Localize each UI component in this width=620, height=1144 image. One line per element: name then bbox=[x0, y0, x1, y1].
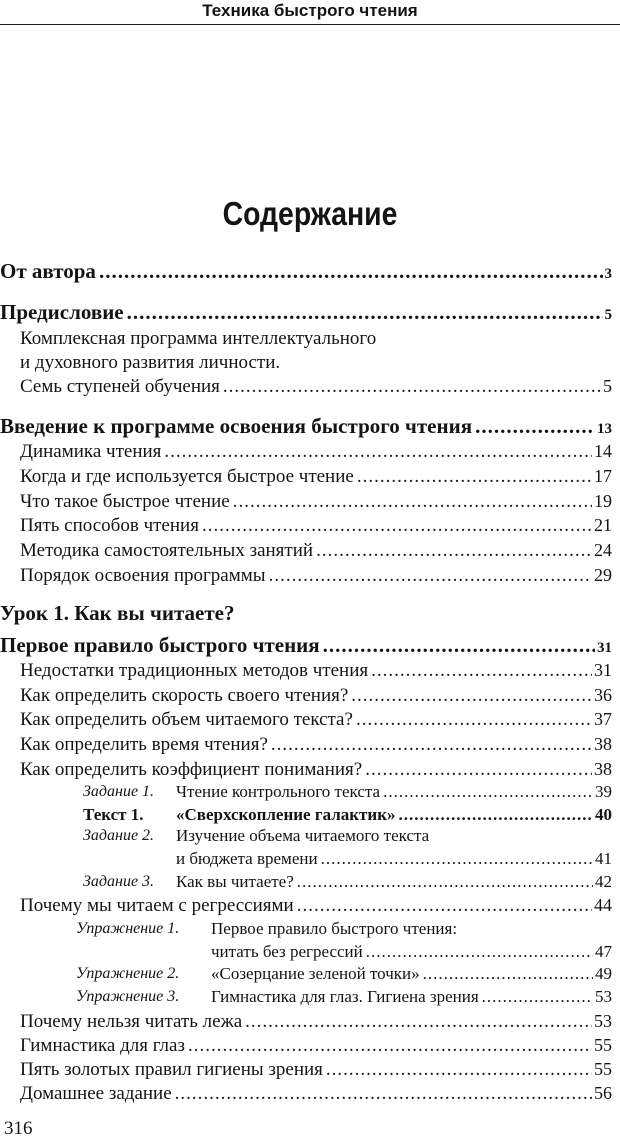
toc-page-number: 53 bbox=[594, 1011, 612, 1031]
toc-entry-regressii[interactable] bbox=[20, 895, 612, 917]
toc-page-number: 31 bbox=[597, 640, 612, 656]
toc-entry-uprazhnenie-1[interactable] bbox=[211, 942, 612, 962]
toc-entry-label: Пять золотых правил гигиены зрения bbox=[20, 1059, 323, 1080]
toc-page-number: 13 bbox=[597, 421, 612, 437]
leader-dots bbox=[351, 685, 592, 707]
leader-dots bbox=[356, 709, 592, 731]
toc-entry-label: Что такое быстрое чтение bbox=[20, 491, 230, 512]
leader-dots bbox=[399, 805, 594, 825]
toc-entry[interactable] bbox=[20, 1059, 612, 1081]
page-title: Содержание bbox=[222, 195, 398, 232]
toc-entry-label: Гимнастика для глаз. Гигиена зрения bbox=[211, 987, 479, 1006]
toc-page-number: 21 bbox=[594, 515, 612, 535]
exercise-tag: Упражнение 3. bbox=[76, 988, 180, 1005]
toc-page-number: 47 bbox=[595, 942, 612, 961]
toc-page-number: 5 bbox=[604, 307, 612, 323]
toc-page-number: 37 bbox=[594, 709, 612, 729]
toc-entry-label: Порядок освоения программы bbox=[20, 565, 266, 586]
leader-dots bbox=[365, 759, 592, 781]
toc-page-number: 49 bbox=[595, 964, 612, 983]
leader-dots bbox=[175, 1083, 592, 1105]
running-header: Техника быстрого чтения bbox=[0, 0, 620, 25]
toc-entry-label: Гимнастика для глаз bbox=[20, 1035, 185, 1056]
toc-entry-label: Как определить скорость своего чтения? bbox=[20, 685, 349, 706]
toc-entry[interactable] bbox=[20, 685, 612, 707]
leader-dots bbox=[366, 942, 593, 962]
toc-page-number: 55 bbox=[594, 1059, 612, 1079]
toc-entry-label: Методика самостоятельных занятий bbox=[20, 540, 314, 561]
toc-entry[interactable] bbox=[20, 660, 612, 682]
toc-page-number: 38 bbox=[594, 759, 612, 779]
toc-subentry-line: Первое правило быстрого чтения: bbox=[211, 919, 458, 938]
toc-page-number: 17 bbox=[594, 466, 612, 486]
exercise-tag: Упражнение 2. bbox=[76, 965, 180, 982]
lesson-heading[interactable]: Урок 1. Как вы читаете? bbox=[0, 601, 235, 625]
leader-dots bbox=[316, 540, 592, 562]
leader-dots bbox=[223, 376, 601, 398]
leader-dots bbox=[423, 964, 593, 984]
toc-page-number: 55 bbox=[594, 1035, 612, 1055]
toc-page-number: 19 bbox=[594, 491, 612, 511]
toc-entry-label: Как определить время чтения? bbox=[20, 734, 268, 755]
toc-entry-label: Почему мы читаем с регрессиями bbox=[20, 895, 294, 916]
toc-page-number: 31 bbox=[594, 660, 612, 680]
leader-dots bbox=[297, 872, 593, 892]
toc-entry[interactable] bbox=[20, 1083, 612, 1105]
toc-entry-zadanie-2[interactable] bbox=[176, 849, 612, 869]
leader-dots bbox=[297, 895, 592, 917]
toc-page-number: 53 bbox=[595, 987, 612, 1006]
leader-dots bbox=[271, 734, 592, 756]
toc-entry[interactable] bbox=[20, 734, 612, 756]
toc-entry[interactable] bbox=[20, 515, 612, 537]
leader-dots bbox=[321, 849, 593, 869]
toc-entry-label: Предисловие bbox=[0, 300, 124, 324]
leader-dots bbox=[383, 782, 593, 802]
task-tag: Задание 2. bbox=[83, 827, 155, 844]
leader-dots bbox=[233, 491, 592, 513]
toc-page-number: 36 bbox=[594, 685, 612, 705]
toc-entry-label: Как определить коэффициент понимания? bbox=[20, 759, 363, 780]
toc-subentry-line: и духовного развития личности. bbox=[20, 352, 281, 373]
toc-entry-label: и бюджета времени bbox=[176, 849, 318, 868]
toc-entry-uprazhnenie-3[interactable] bbox=[211, 987, 612, 1007]
toc-page-number: 5 bbox=[603, 376, 612, 396]
toc-entry[interactable] bbox=[20, 441, 612, 463]
toc-subentry-line: Изучение объема читаемого текста bbox=[176, 826, 430, 845]
page-number: 316 bbox=[4, 1118, 33, 1139]
exercise-tag: Упражнение 1. bbox=[76, 920, 180, 937]
leader-dots bbox=[357, 466, 592, 488]
toc-entry[interactable] bbox=[20, 1035, 612, 1057]
toc-page-number: 3 bbox=[604, 266, 612, 282]
toc-entry-zadanie-3[interactable] bbox=[176, 872, 612, 892]
leader-dots bbox=[164, 441, 592, 463]
leader-dots bbox=[269, 565, 592, 587]
toc-entry-label: читать без регрессий bbox=[211, 942, 363, 961]
toc-entry-label: Домашнее задание bbox=[20, 1083, 172, 1104]
toc-entry-zadanie-1[interactable] bbox=[176, 782, 612, 802]
toc-page-number: 56 bbox=[594, 1083, 612, 1103]
toc-entry-label: Когда и где используется быстрое чтение bbox=[20, 466, 354, 487]
toc-page-number: 24 bbox=[594, 540, 612, 560]
task-tag: Задание 3. bbox=[83, 873, 155, 890]
toc-page-number: 44 bbox=[594, 895, 612, 915]
toc-entry[interactable] bbox=[20, 565, 612, 587]
toc-page-number: 42 bbox=[595, 872, 612, 891]
leader-dots bbox=[202, 515, 592, 537]
task-tag: Задание 1. bbox=[83, 783, 155, 800]
toc-entry-label: Чтение контрольного текста bbox=[176, 782, 381, 801]
leader-dots bbox=[127, 300, 603, 325]
leader-dots bbox=[323, 633, 595, 658]
toc-entry[interactable] bbox=[20, 540, 612, 562]
toc-entry-label: Семь ступеней обучения bbox=[20, 376, 220, 397]
toc-entry-uprazhnenie-2[interactable] bbox=[211, 964, 612, 984]
toc-entry-label: Первое правило быстрого чтения bbox=[0, 633, 320, 657]
toc-entry-predislovie[interactable] bbox=[0, 300, 612, 325]
toc-entry-label: Недостатки традиционных методов чтения bbox=[20, 660, 369, 681]
toc-entry-ot-avtora[interactable] bbox=[0, 259, 612, 284]
toc-entry-tekst-1[interactable] bbox=[176, 805, 612, 825]
toc-entry[interactable] bbox=[20, 466, 612, 488]
leader-dots bbox=[482, 987, 593, 1007]
toc-entry[interactable] bbox=[20, 491, 612, 513]
toc-page-number: 40 bbox=[595, 805, 612, 824]
toc-entry-label: Динамика чтения bbox=[20, 441, 162, 462]
toc-entry[interactable] bbox=[20, 1011, 612, 1033]
toc-page-number: 39 bbox=[595, 782, 612, 801]
text-tag: Текст 1. bbox=[83, 805, 144, 824]
toc-entry-pervoe-pravilo[interactable] bbox=[0, 633, 612, 658]
leader-dots bbox=[99, 259, 603, 284]
toc-page-number: 41 bbox=[595, 849, 612, 868]
toc-entry-label: Как определить объем читаемого текста? bbox=[20, 709, 353, 730]
toc-entry[interactable] bbox=[20, 759, 612, 781]
toc-subentry-line: Комплексная программа интеллектуального bbox=[20, 328, 377, 349]
toc-entry-label: «Сверхскопление галактик» bbox=[176, 805, 396, 824]
leader-dots bbox=[245, 1011, 592, 1033]
toc-entry-label: Как вы читаете? bbox=[176, 872, 294, 891]
toc-entry-label: От автора bbox=[0, 259, 96, 283]
toc-entry-vvedenie[interactable] bbox=[0, 414, 612, 439]
toc-page-number: 38 bbox=[594, 734, 612, 754]
leader-dots bbox=[371, 660, 592, 682]
toc-entry-label: Пять способов чтения bbox=[20, 515, 199, 536]
toc-entry-label: Почему нельзя читать лежа bbox=[20, 1011, 243, 1032]
toc-entry-sem-stupeney[interactable] bbox=[20, 376, 612, 398]
leader-dots bbox=[188, 1035, 592, 1057]
toc-entry[interactable] bbox=[20, 709, 612, 731]
leader-dots bbox=[326, 1059, 592, 1081]
toc-page-number: 29 bbox=[594, 565, 612, 585]
leader-dots bbox=[475, 414, 595, 439]
toc-entry-label: Введение к программе освоения быстрого чтения bbox=[0, 414, 473, 438]
toc-entry-label: «Созерцание зеленой точки» bbox=[211, 964, 420, 983]
toc-page-number: 14 bbox=[594, 441, 612, 461]
